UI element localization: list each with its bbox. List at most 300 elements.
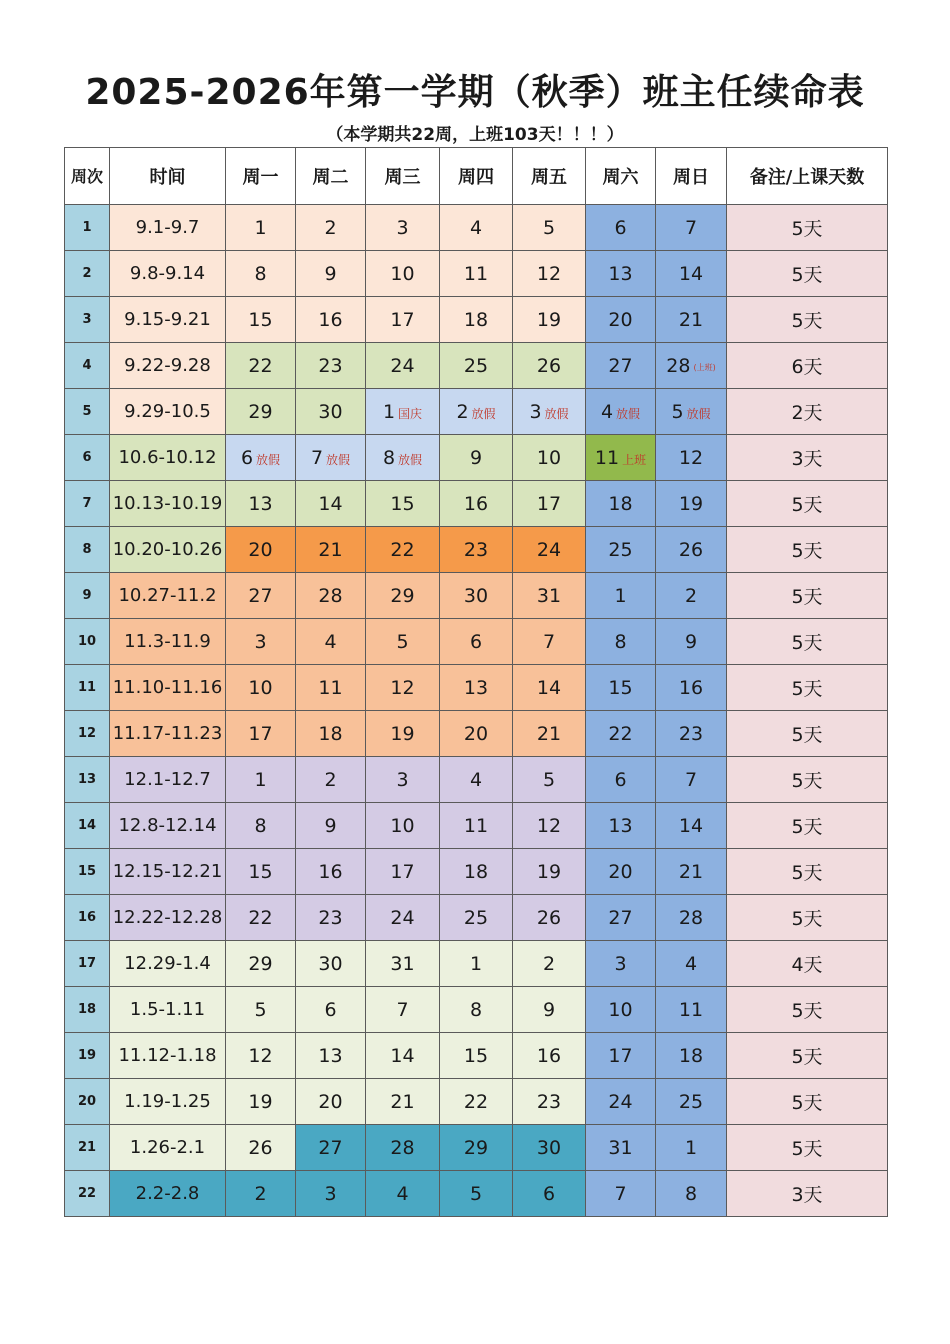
day-cell-mon xyxy=(226,1033,296,1079)
day-cell-tue xyxy=(296,527,366,573)
day-number: 19 xyxy=(536,308,562,331)
day-cell-mon xyxy=(226,895,296,941)
day-cell-mon xyxy=(226,849,296,895)
header-thu: 周四 xyxy=(440,148,513,205)
day-number: 19 xyxy=(536,860,562,883)
day-number: 17 xyxy=(536,492,562,515)
day-cell-sat xyxy=(586,527,656,573)
day-number: 28 xyxy=(318,584,343,607)
day-number: 16 xyxy=(678,676,704,699)
week-number-cell: 18 xyxy=(65,987,110,1033)
day-cell-sun xyxy=(656,1171,727,1217)
day-number: 14 xyxy=(678,814,704,837)
day-number: 22 xyxy=(248,906,273,929)
day-cell-sat xyxy=(586,251,656,297)
day-number: 12 xyxy=(248,1044,273,1067)
day-number: 1 xyxy=(382,400,396,423)
table-row xyxy=(65,665,888,711)
day-number: 9 xyxy=(469,446,483,469)
holiday-tag: 上班 xyxy=(622,452,647,467)
day-number: 24 xyxy=(390,906,415,929)
day-cell-sun xyxy=(656,711,727,757)
week-number-cell: 3 xyxy=(65,297,110,343)
day-cell-wed xyxy=(366,389,440,435)
day-cell-wed xyxy=(366,527,440,573)
day-cell-sat xyxy=(586,757,656,803)
day-number: 18 xyxy=(463,860,489,883)
day-cell-sat xyxy=(586,389,656,435)
day-cell-fri xyxy=(513,1079,586,1125)
day-number: 7 xyxy=(684,216,698,239)
table-row xyxy=(65,389,888,435)
day-number: 4 xyxy=(469,768,483,791)
day-cell-thu xyxy=(440,619,513,665)
day-cell-thu xyxy=(440,895,513,941)
day-cell-fri xyxy=(513,389,586,435)
week-number-cell: 12 xyxy=(65,711,110,757)
day-cell-fri xyxy=(513,757,586,803)
day-number: 9 xyxy=(324,814,337,837)
day-number: 8 xyxy=(469,998,483,1021)
day-number: 13 xyxy=(608,262,633,285)
day-cell-sat xyxy=(586,1171,656,1217)
day-cell-sun xyxy=(656,573,727,619)
note-cell: 5天 xyxy=(727,711,888,757)
table-row xyxy=(65,941,888,987)
day-number: 2 xyxy=(324,216,337,239)
day-cell-mon xyxy=(226,711,296,757)
day-number: 17 xyxy=(608,1044,633,1067)
day-number: 30 xyxy=(318,952,343,975)
note-cell: 5天 xyxy=(727,251,888,297)
day-cell-wed xyxy=(366,711,440,757)
day-number: 14 xyxy=(318,492,343,515)
day-cell-sat xyxy=(586,343,656,389)
holiday-tag: 放假 xyxy=(398,452,423,467)
day-cell-tue xyxy=(296,435,366,481)
day-number: 1 xyxy=(254,216,267,239)
note-cell: 5天 xyxy=(727,527,888,573)
day-number: 3 xyxy=(396,768,409,791)
day-number: 27 xyxy=(608,354,633,377)
day-cell-thu xyxy=(440,389,513,435)
day-cell-fri xyxy=(513,435,586,481)
day-number: 11 xyxy=(463,262,489,285)
date-range-cell: 11.17-11.23 xyxy=(110,711,226,757)
day-cell-fri xyxy=(513,527,586,573)
day-number: 5 xyxy=(254,998,267,1021)
week-number-cell: 9 xyxy=(65,573,110,619)
day-number: 31 xyxy=(536,584,562,607)
day-cell-sun xyxy=(656,1079,727,1125)
day-cell-tue xyxy=(296,619,366,665)
day-number: 2 xyxy=(456,400,469,423)
day-cell-mon xyxy=(226,481,296,527)
day-number: 4 xyxy=(600,400,614,423)
day-cell-fri xyxy=(513,205,586,251)
day-cell-wed xyxy=(366,987,440,1033)
day-number: 13 xyxy=(248,492,273,515)
day-number: 15 xyxy=(463,1044,489,1067)
date-range-cell: 10.20-10.26 xyxy=(110,527,226,573)
day-cell-fri xyxy=(513,941,586,987)
date-range-cell: 1.26-2.1 xyxy=(110,1125,226,1171)
note-cell: 5天 xyxy=(727,803,888,849)
day-number: 26 xyxy=(536,906,562,929)
day-number: 23 xyxy=(318,354,343,377)
day-number: 19 xyxy=(390,722,415,745)
day-cell-mon xyxy=(226,205,296,251)
day-number: 31 xyxy=(608,1136,633,1159)
date-range-cell: 9.1-9.7 xyxy=(110,205,226,251)
day-number: 7 xyxy=(684,768,698,791)
week-number-cell: 14 xyxy=(65,803,110,849)
table-row xyxy=(65,481,888,527)
day-cell-sun xyxy=(656,941,727,987)
table-row xyxy=(65,803,888,849)
day-number: 11 xyxy=(594,446,620,469)
day-cell-sat xyxy=(586,987,656,1033)
day-cell-sun xyxy=(656,297,727,343)
day-cell-sat xyxy=(586,619,656,665)
day-number: 26 xyxy=(678,538,704,561)
note-cell: 5天 xyxy=(727,297,888,343)
day-cell-sat xyxy=(586,1033,656,1079)
day-cell-mon xyxy=(226,1079,296,1125)
day-cell-thu xyxy=(440,435,513,481)
day-cell-mon xyxy=(226,619,296,665)
day-cell-fri xyxy=(513,481,586,527)
day-number: 6 xyxy=(614,216,627,239)
week-number-cell: 4 xyxy=(65,343,110,389)
table-row xyxy=(65,343,888,389)
day-cell-thu xyxy=(440,205,513,251)
day-number: 15 xyxy=(390,492,415,515)
page-subtitle: （本学期共22周，上班103天！！！） xyxy=(326,125,624,145)
day-number: 31 xyxy=(390,952,415,975)
day-number: 3 xyxy=(324,1182,337,1205)
day-number: 13 xyxy=(318,1044,343,1067)
day-cell-tue xyxy=(296,251,366,297)
day-cell-wed xyxy=(366,1125,440,1171)
day-cell-tue xyxy=(296,987,366,1033)
date-range-cell: 2.2-2.8 xyxy=(110,1171,226,1217)
table-row xyxy=(65,1125,888,1171)
day-number: 20 xyxy=(248,538,273,561)
day-cell-wed xyxy=(366,343,440,389)
header-mon: 周一 xyxy=(226,148,296,205)
date-range-cell: 10.27-11.2 xyxy=(110,573,226,619)
day-cell-sat xyxy=(586,481,656,527)
day-number: 8 xyxy=(254,814,267,837)
table-row xyxy=(65,205,888,251)
day-cell-wed xyxy=(366,619,440,665)
day-number: 4 xyxy=(684,952,698,975)
day-cell-sat xyxy=(586,205,656,251)
week-number-cell: 10 xyxy=(65,619,110,665)
day-number: 3 xyxy=(396,216,409,239)
day-number: 15 xyxy=(248,308,273,331)
day-cell-fri xyxy=(513,849,586,895)
day-cell-mon xyxy=(226,389,296,435)
day-cell-tue xyxy=(296,481,366,527)
day-cell-thu xyxy=(440,987,513,1033)
day-number: 25 xyxy=(463,354,489,377)
day-cell-wed xyxy=(366,1171,440,1217)
day-number: 23 xyxy=(318,906,343,929)
day-number: 22 xyxy=(390,538,415,561)
week-number-cell: 5 xyxy=(65,389,110,435)
day-cell-thu xyxy=(440,803,513,849)
day-number: 16 xyxy=(318,860,343,883)
day-cell-thu xyxy=(440,481,513,527)
day-number: 11 xyxy=(678,998,704,1021)
day-number: 23 xyxy=(678,722,704,745)
day-cell-mon xyxy=(226,987,296,1033)
day-number: 10 xyxy=(248,676,273,699)
week-number-cell: 15 xyxy=(65,849,110,895)
day-number: 30 xyxy=(536,1136,562,1159)
date-range-cell: 11.10-11.16 xyxy=(110,665,226,711)
day-cell-mon xyxy=(226,573,296,619)
day-number: 7 xyxy=(614,1182,627,1205)
header-tue: 周二 xyxy=(296,148,366,205)
day-number: 13 xyxy=(608,814,633,837)
day-number: 5 xyxy=(542,216,556,239)
day-number: 1 xyxy=(684,1136,698,1159)
day-cell-sun xyxy=(656,1033,727,1079)
day-cell-sat xyxy=(586,941,656,987)
day-cell-sat xyxy=(586,1125,656,1171)
table-row xyxy=(65,987,888,1033)
day-cell-thu xyxy=(440,941,513,987)
day-cell-tue xyxy=(296,849,366,895)
day-number: 1 xyxy=(254,768,267,791)
day-number: 17 xyxy=(390,860,415,883)
day-cell-sun xyxy=(656,343,727,389)
day-number: 3 xyxy=(614,952,627,975)
day-cell-sun xyxy=(656,1125,727,1171)
day-cell-sun xyxy=(656,389,727,435)
table-row xyxy=(65,297,888,343)
day-number: 24 xyxy=(608,1090,633,1113)
day-cell-mon xyxy=(226,435,296,481)
date-range-cell: 9.15-9.21 xyxy=(110,297,226,343)
date-range-cell: 1.19-1.25 xyxy=(110,1079,226,1125)
day-number: 4 xyxy=(324,630,337,653)
week-number-cell: 2 xyxy=(65,251,110,297)
day-cell-tue xyxy=(296,1125,366,1171)
day-cell-mon xyxy=(226,803,296,849)
table-row xyxy=(65,251,888,297)
day-cell-sun xyxy=(656,987,727,1033)
day-cell-wed xyxy=(366,251,440,297)
day-number: 16 xyxy=(536,1044,562,1067)
day-number: 14 xyxy=(536,676,562,699)
table-row xyxy=(65,435,888,481)
day-cell-tue xyxy=(296,205,366,251)
holiday-tag: 放假 xyxy=(471,406,496,421)
day-cell-sun xyxy=(656,205,727,251)
date-range-cell: 11.3-11.9 xyxy=(110,619,226,665)
day-number: 29 xyxy=(463,1136,489,1159)
page-title: 2025-2026年第一学期（秋季）班主任续命表 xyxy=(85,72,865,113)
day-number: 12 xyxy=(536,814,562,837)
day-cell-tue xyxy=(296,941,366,987)
header-fri: 周五 xyxy=(513,148,586,205)
day-cell-mon xyxy=(226,665,296,711)
day-cell-wed xyxy=(366,297,440,343)
day-cell-wed xyxy=(366,1079,440,1125)
day-cell-thu xyxy=(440,757,513,803)
holiday-tag: (上班) xyxy=(693,362,716,372)
note-cell: 5天 xyxy=(727,205,888,251)
day-number: 27 xyxy=(248,584,273,607)
day-number: 5 xyxy=(469,1182,483,1205)
day-number: 21 xyxy=(678,860,704,883)
day-cell-fri xyxy=(513,665,586,711)
day-cell-tue xyxy=(296,757,366,803)
week-number-cell: 22 xyxy=(65,1171,110,1217)
day-cell-sun xyxy=(656,803,727,849)
table-row xyxy=(65,711,888,757)
note-cell: 5天 xyxy=(727,665,888,711)
day-number: 7 xyxy=(542,630,556,653)
week-number-cell: 8 xyxy=(65,527,110,573)
day-number: 6 xyxy=(614,768,627,791)
day-cell-mon xyxy=(226,251,296,297)
day-number: 24 xyxy=(390,354,415,377)
day-cell-thu xyxy=(440,251,513,297)
table-row xyxy=(65,1033,888,1079)
day-cell-mon xyxy=(226,1171,296,1217)
table-row xyxy=(65,757,888,803)
date-range-cell: 10.6-10.12 xyxy=(110,435,226,481)
day-number: 20 xyxy=(608,860,633,883)
day-number: 19 xyxy=(248,1090,273,1113)
day-number: 28 xyxy=(678,906,704,929)
day-cell-sat xyxy=(586,895,656,941)
day-cell-thu xyxy=(440,665,513,711)
day-number: 5 xyxy=(671,400,684,423)
day-number: 11 xyxy=(463,814,489,837)
table-row xyxy=(65,849,888,895)
day-number: 5 xyxy=(396,630,409,653)
day-number: 16 xyxy=(318,308,343,331)
week-number-cell: 17 xyxy=(65,941,110,987)
day-number: 26 xyxy=(536,354,562,377)
header-sat: 周六 xyxy=(586,148,656,205)
day-cell-sun xyxy=(656,435,727,481)
day-number: 18 xyxy=(318,722,343,745)
note-cell: 5天 xyxy=(727,481,888,527)
day-cell-sat xyxy=(586,665,656,711)
day-cell-sat xyxy=(586,711,656,757)
note-cell: 6天 xyxy=(727,343,888,389)
header-note: 备注/上课天数 xyxy=(727,148,888,205)
day-cell-mon xyxy=(226,527,296,573)
day-number: 6 xyxy=(240,446,254,469)
table-body xyxy=(65,205,888,1217)
date-range-cell: 9.8-9.14 xyxy=(110,251,226,297)
day-number: 10 xyxy=(390,262,415,285)
day-number: 8 xyxy=(254,262,267,285)
day-number: 25 xyxy=(678,1090,704,1113)
day-cell-wed xyxy=(366,849,440,895)
date-range-cell: 1.5-1.11 xyxy=(110,987,226,1033)
day-cell-fri xyxy=(513,619,586,665)
day-number: 23 xyxy=(536,1090,562,1113)
table-row xyxy=(65,527,888,573)
day-number: 23 xyxy=(463,538,489,561)
day-cell-fri xyxy=(513,297,586,343)
day-number: 20 xyxy=(608,308,633,331)
schedule-table xyxy=(64,147,888,1217)
note-cell: 5天 xyxy=(727,849,888,895)
day-number: 21 xyxy=(678,308,704,331)
day-cell-tue xyxy=(296,389,366,435)
day-cell-mon xyxy=(226,1125,296,1171)
date-range-cell: 12.15-12.21 xyxy=(110,849,226,895)
day-cell-thu xyxy=(440,711,513,757)
table-row xyxy=(65,619,888,665)
day-number: 10 xyxy=(390,814,415,837)
day-cell-tue xyxy=(296,573,366,619)
date-range-cell: 9.22-9.28 xyxy=(110,343,226,389)
holiday-tag: 放假 xyxy=(686,406,711,421)
day-number: 8 xyxy=(684,1182,698,1205)
day-number: 27 xyxy=(608,906,633,929)
day-number: 1 xyxy=(614,584,627,607)
note-cell: 5天 xyxy=(727,619,888,665)
day-number: 14 xyxy=(678,262,704,285)
day-cell-tue xyxy=(296,803,366,849)
week-number-cell: 13 xyxy=(65,757,110,803)
day-cell-wed xyxy=(366,205,440,251)
day-number: 20 xyxy=(318,1090,343,1113)
day-number: 21 xyxy=(536,722,562,745)
header-sun: 周日 xyxy=(656,148,727,205)
day-number: 9 xyxy=(542,998,556,1021)
day-cell-wed xyxy=(366,573,440,619)
note-cell: 5天 xyxy=(727,895,888,941)
note-cell: 5天 xyxy=(727,757,888,803)
day-cell-mon xyxy=(226,941,296,987)
day-number: 11 xyxy=(318,676,343,699)
week-number-cell: 19 xyxy=(65,1033,110,1079)
note-cell: 5天 xyxy=(727,573,888,619)
header-row xyxy=(65,148,888,205)
day-cell-thu xyxy=(440,343,513,389)
note-cell: 2天 xyxy=(727,389,888,435)
day-number: 2 xyxy=(684,584,698,607)
day-cell-mon xyxy=(226,757,296,803)
day-cell-tue xyxy=(296,1033,366,1079)
day-number: 21 xyxy=(318,538,343,561)
day-number: 9 xyxy=(324,262,337,285)
day-number: 29 xyxy=(248,952,273,975)
note-cell: 4天 xyxy=(727,941,888,987)
day-cell-fri xyxy=(513,987,586,1033)
day-number: 8 xyxy=(382,446,396,469)
day-cell-fri xyxy=(513,343,586,389)
note-cell: 3天 xyxy=(727,1171,888,1217)
day-cell-fri xyxy=(513,711,586,757)
day-cell-wed xyxy=(366,1033,440,1079)
day-number: 17 xyxy=(248,722,273,745)
table-row xyxy=(65,1079,888,1125)
day-cell-thu xyxy=(440,1125,513,1171)
